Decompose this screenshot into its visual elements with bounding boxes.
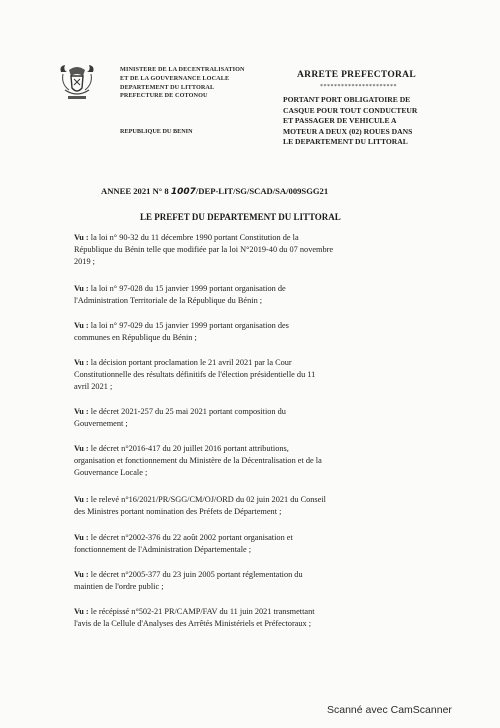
vu-label: Vu : (74, 358, 89, 367)
consideration-line (74, 357, 430, 369)
vu-label: Vu : (74, 321, 89, 330)
consideration-line (74, 232, 430, 244)
consideration-line (74, 443, 430, 455)
consideration-line (74, 569, 430, 581)
consideration-line (74, 494, 430, 506)
consideration-item (74, 606, 430, 630)
consideration-line (74, 467, 430, 479)
consideration-text: Constitutionnelle des résultats définitifs de l'élection présidentielle du 11 (74, 370, 316, 379)
consideration-text: le décret n°2005-377 du 23 juin 2005 portant réglementation du (90, 570, 303, 579)
consideration-text: Gouvernement ; (74, 419, 128, 428)
scanner-watermark: Scanné avec CamScanner (327, 704, 452, 716)
consideration-item (74, 494, 430, 518)
consideration-text: l'Administration Territoriale de la République du Bénin ; (74, 296, 263, 305)
consideration-text: Gouvernance Locale ; (74, 468, 148, 477)
reference-prefix: ANNEE 2021 N° 8 (101, 186, 169, 196)
consideration-line (74, 606, 430, 618)
consideration-text: communes en République du Bénin ; (74, 333, 197, 342)
consideration-text: le décret n°2016-417 du 20 juillet 2016 portant attributions, (90, 444, 289, 453)
vu-label: Vu : (74, 284, 89, 293)
handwritten-number: 1007 (170, 187, 196, 197)
consideration-text: le décret n°2002-376 du 22 août 2002 portant organisation et (90, 533, 293, 542)
document-subject (283, 95, 453, 148)
consideration-line (74, 618, 430, 630)
ministry-line: ET DE LA GOUVERNANCE LOCALE (120, 74, 230, 82)
ministry-line: MINISTERE DE LA DECENTRALISATION (120, 66, 245, 73)
vu-label: Vu : (74, 444, 89, 453)
consideration-line (74, 381, 430, 393)
subject-line: CASQUE POUR TOUT CONDUCTEUR (283, 105, 418, 115)
consideration-line (74, 283, 430, 295)
consideration-item (74, 406, 430, 430)
vu-label: Vu : (74, 607, 89, 616)
consideration-line (74, 244, 430, 256)
consideration-item (74, 320, 430, 344)
consideration-line (74, 369, 430, 381)
title-separator: ********************** (320, 84, 397, 90)
consideration-text: des Ministres portant nomination des Préfets de Département ; (74, 507, 282, 516)
consideration-text: le récépissé n°502-21 PR/CAMP/FAV du 11 juin 2021 transmettant (90, 607, 315, 616)
vu-label: Vu : (74, 233, 89, 242)
consideration-item (74, 357, 430, 393)
consideration-line (74, 406, 430, 418)
vu-label: Vu : (74, 533, 89, 542)
subject-line: PORTANT PORT OBLIGATOIRE DE (283, 95, 411, 104)
ministry-heading (120, 66, 270, 101)
vu-label: Vu : (74, 495, 89, 504)
republic-label: REPUBLIQUE DU BENIN (120, 128, 193, 135)
consideration-text: avril 2021 ; (74, 382, 113, 391)
consideration-text: la loi n° 90-32 du 11 décembre 1990 portant Constitution de la (90, 233, 299, 242)
consideration-text: le décret 2021-257 du 25 mai 2021 portant composition du (90, 407, 286, 416)
subject-line: MOTEUR A DEUX (02) ROUES DANS (283, 126, 413, 136)
vu-label: Vu : (74, 407, 89, 416)
subject-line: ET PASSAGER DE VEHICULE A (283, 116, 397, 125)
consideration-text: 2019 ; (74, 257, 95, 266)
consideration-line (74, 532, 430, 544)
consideration-text: le relevé n°16/2021/PR/SGG/CM/OJ/ORD du 02 juin 2021 du Conseil (90, 495, 326, 504)
consideration-item (74, 232, 430, 268)
consideration-line (74, 256, 430, 268)
consideration-text: l'avis de la Cellule d'Analyses des Arrêtés Ministériels et Préfectoraux ; (74, 619, 312, 628)
issuing-authority: LE PREFET DU DEPARTEMENT DU LITTORAL (140, 212, 341, 222)
consideration-text: fonctionnement de l'Administration Départementale ; (74, 545, 252, 554)
vu-label: Vu : (74, 570, 89, 579)
consideration-text: la loi n° 97-028 du 15 janvier 1999 portant organisation de (90, 284, 286, 293)
consideration-line (74, 544, 430, 556)
consideration-item (74, 532, 430, 556)
consideration-text: organisation et fonctionnement du Ministère de la Décentralisation et de la (74, 456, 322, 465)
consideration-line (74, 581, 430, 593)
ministry-line: DEPARTEMENT DU LITTORAL (120, 83, 215, 91)
consideration-text: la loi n° 97-029 du 15 janvier 1999 portant organisation des (90, 321, 289, 330)
consideration-line (74, 418, 430, 430)
ministry-line: PREFECTURE DE COTONOU (120, 92, 208, 100)
consideration-text: maintien de l'ordre public ; (74, 582, 164, 591)
consideration-line (74, 320, 430, 332)
consideration-line (74, 295, 430, 307)
consideration-line (74, 506, 430, 518)
document-title: ARRETE PREFECTORAL (297, 70, 416, 80)
subject-line: LE DEPARTEMENT DU LITTORAL (283, 137, 408, 146)
coat-of-arms-emblem (57, 62, 97, 106)
consideration-line (74, 332, 430, 344)
consideration-item (74, 443, 430, 479)
consideration-text: République du Bénin telle que modifiée par la loi N°2019-40 du 07 novembre (74, 245, 334, 254)
consideration-text: la décision portant proclamation le 21 avril 2021 par la Cour (90, 358, 292, 367)
consideration-line (74, 455, 430, 467)
consideration-item (74, 569, 430, 593)
reference-suffix: /DEP-LIT/SG/SCAD/SA/009SGG21 (195, 186, 329, 196)
consideration-item (74, 283, 430, 307)
reference-number (101, 186, 328, 197)
